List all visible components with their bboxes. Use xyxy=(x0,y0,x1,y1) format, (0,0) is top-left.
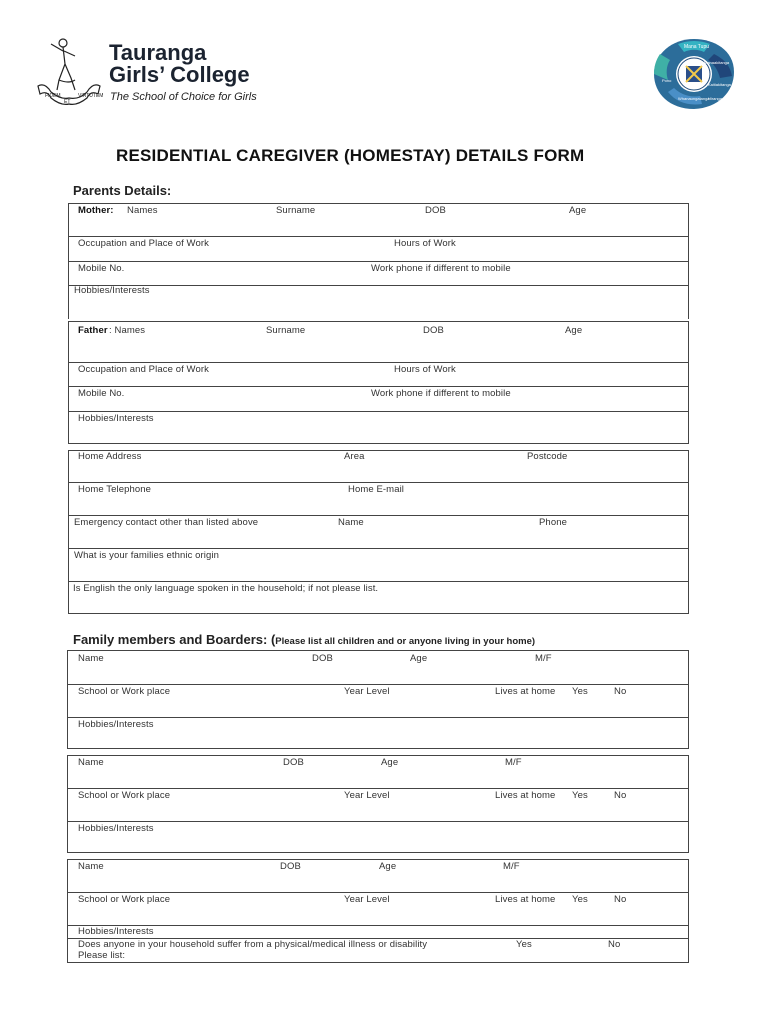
school-tagline: The School of Choice for Girls xyxy=(110,91,257,103)
illness-yes-option[interactable]: Yes xyxy=(516,939,532,950)
member-no-option[interactable]: No xyxy=(614,894,627,905)
member-box xyxy=(67,755,689,853)
family-heading: Family members and Boarders: (Please list all children and or anyone living in your home) xyxy=(73,632,536,647)
member-row-divider xyxy=(67,717,689,718)
school-crest xyxy=(35,34,103,106)
mother-surname-label: Surname xyxy=(276,205,316,216)
member-box xyxy=(67,650,689,749)
father-hours-label: Hours of Work xyxy=(394,364,456,375)
mother-age-label: Age xyxy=(569,205,587,216)
parents-heading: Parents Details: xyxy=(73,183,172,198)
member-row-divider xyxy=(67,684,689,685)
member-yes-option[interactable]: Yes xyxy=(572,894,588,905)
father-occupation-label: Occupation and Place of Work xyxy=(78,364,209,375)
mother-hobbies-label: Hobbies/Interests xyxy=(74,285,150,296)
home-postcode-label: Postcode xyxy=(527,451,568,462)
member-mf-label: M/F xyxy=(535,653,552,664)
badge-word-4: Whanaungatanga xyxy=(678,96,710,101)
member-row-divider xyxy=(67,788,689,789)
father-box xyxy=(68,321,689,444)
home-row-divider xyxy=(68,581,689,582)
father-hobbies-label: Hobbies/Interests xyxy=(78,413,154,424)
illness-question: Does anyone in your household suffer from a physical/medical illness or disability xyxy=(78,939,428,950)
home-row-divider xyxy=(68,548,689,549)
home-row-divider xyxy=(68,515,689,516)
mother-row-divider xyxy=(68,285,689,286)
mother-row-divider xyxy=(68,261,689,262)
member-school-label: School or Work place xyxy=(78,894,171,905)
badge-text-top: Mana Tupu xyxy=(684,44,710,50)
mother-dob-label: DOB xyxy=(425,205,446,216)
crest-motto-mid: ET xyxy=(64,99,71,105)
member-row-divider xyxy=(67,892,689,893)
father-workphone-label: Work phone if different to mobile xyxy=(371,388,511,399)
mother-mobile-label: Mobile No. xyxy=(78,263,125,274)
crest-motto-right: VIRTUTEM xyxy=(78,93,103,99)
member-mf-label: M/F xyxy=(503,861,520,872)
father-names-label: : Names xyxy=(109,325,146,336)
father-surname-label: Surname xyxy=(266,325,306,336)
member-age-label: Age xyxy=(381,757,399,768)
member-name-label: Name xyxy=(78,653,104,664)
mother-workphone-label: Work phone if different to mobile xyxy=(371,263,511,274)
member-hobbies-label: Hobbies/Interests xyxy=(78,719,154,730)
home-area-label: Area xyxy=(344,451,365,462)
badge-word-5: Hiranga xyxy=(708,96,723,101)
family-heading-note: Please list all children and or anyone living in your home) xyxy=(275,636,536,647)
school-name-line2: Girls’ College xyxy=(109,62,250,87)
father-row-divider xyxy=(68,362,689,363)
school-name-line1: Tauranga xyxy=(109,40,207,65)
father-dob-label: DOB xyxy=(423,325,444,336)
member-lives-label: Lives at home xyxy=(495,686,556,697)
english-language-label: Is English the only language spoken in the household; if not please list. xyxy=(73,583,379,594)
member-yes-option[interactable]: Yes xyxy=(572,790,588,801)
father-age-label: Age xyxy=(565,325,583,336)
member-hobbies-label: Hobbies/Interests xyxy=(78,823,154,834)
member-year-label: Year Level xyxy=(344,790,390,801)
home-row-divider xyxy=(68,482,689,483)
home-telephone-label: Home Telephone xyxy=(78,484,152,495)
mother-label: Mother: xyxy=(78,205,114,216)
badge-word-1: Manaakitanga xyxy=(704,60,730,65)
badge-word-3: Kaitiakitanga xyxy=(708,82,731,87)
mother-occupation-label: Occupation and Place of Work xyxy=(78,238,209,249)
home-address-label: Home Address xyxy=(78,451,142,462)
mother-hours-label: Hours of Work xyxy=(394,238,456,249)
crest-motto-left: FIDEM xyxy=(45,93,61,99)
member-dob-label: DOB xyxy=(280,861,301,872)
member-row-divider xyxy=(67,821,689,822)
father-row-divider xyxy=(68,411,689,412)
member-year-label: Year Level xyxy=(344,894,390,905)
member-year-label: Year Level xyxy=(344,686,390,697)
member-hobbies-label: Hobbies/Interests xyxy=(78,926,154,937)
emergency-name-label: Name xyxy=(338,517,364,528)
member-school-label: School or Work place xyxy=(78,686,171,697)
values-badge xyxy=(648,36,738,112)
illness-no-option[interactable]: No xyxy=(608,939,621,950)
form-title: RESIDENTIAL CAREGIVER (HOMESTAY) DETAILS FORM xyxy=(116,146,585,165)
member-no-option[interactable]: No xyxy=(614,790,627,801)
member-school-label: School or Work place xyxy=(78,790,171,801)
member-lives-label: Lives at home xyxy=(495,790,556,801)
member-dob-label: DOB xyxy=(312,653,333,664)
emergency-contact-label: Emergency contact other than listed above xyxy=(74,517,259,528)
emergency-phone-label: Phone xyxy=(539,517,567,528)
member-yes-option[interactable]: Yes xyxy=(572,686,588,697)
father-label: Father xyxy=(78,325,108,336)
member-name-label: Name xyxy=(78,757,104,768)
member-name-label: Name xyxy=(78,861,104,872)
please-list-label: Please list: xyxy=(78,950,126,961)
father-row-divider xyxy=(68,386,689,387)
mother-names-label: Names xyxy=(127,205,158,216)
member-lives-label: Lives at home xyxy=(495,894,556,905)
member-row-divider xyxy=(67,925,689,926)
mother-row-divider xyxy=(68,236,689,237)
member-age-label: Age xyxy=(379,861,397,872)
badge-word-2: Pono xyxy=(662,78,672,83)
member-no-option[interactable]: No xyxy=(614,686,627,697)
member-age-label: Age xyxy=(410,653,428,664)
ethnic-origin-label: What is your families ethnic origin xyxy=(74,550,219,561)
home-email-label: Home E-mail xyxy=(348,484,404,495)
member-mf-label: M/F xyxy=(505,757,522,768)
member-dob-label: DOB xyxy=(283,757,304,768)
father-mobile-label: Mobile No. xyxy=(78,388,125,399)
